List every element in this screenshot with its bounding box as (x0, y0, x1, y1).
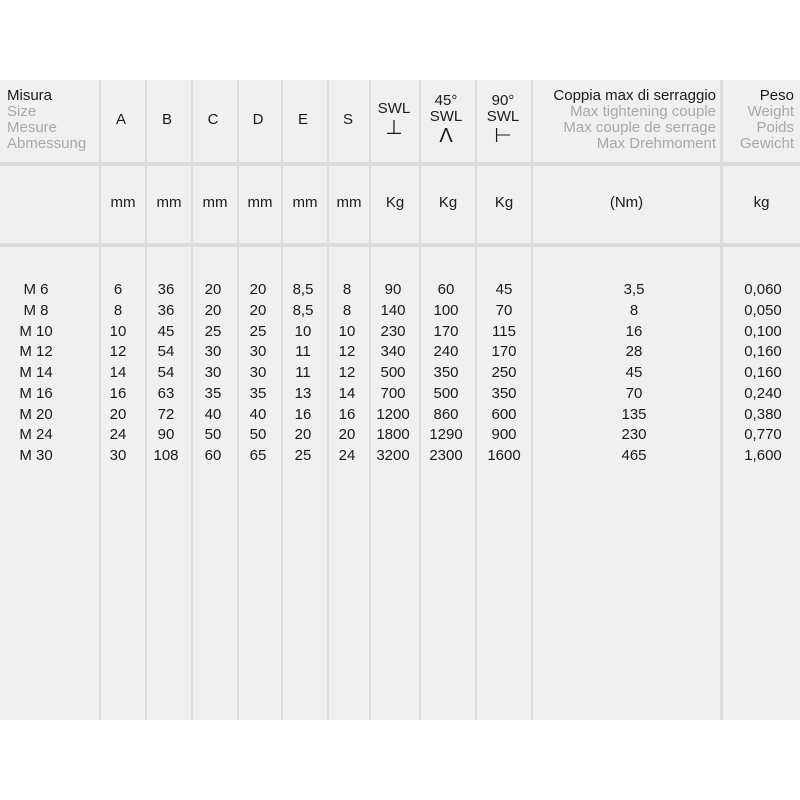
table-cell: 40 (204, 405, 222, 423)
row-size-label: M 6 (23, 281, 49, 298)
header-coppia-sub-en: Max tightening couple (570, 103, 716, 120)
unit-label: Kg (438, 194, 458, 211)
unit-label: mm (202, 194, 228, 211)
table-cell: 20 (249, 301, 267, 319)
table-cell: 8 (629, 301, 639, 319)
table-cell: 0,240 (744, 384, 782, 402)
table-cell: 30 (249, 343, 267, 361)
table-cell: 30 (249, 364, 267, 381)
spec-table (0, 80, 800, 720)
row-size-label: M 30 (19, 447, 53, 464)
table-cell: 20 (249, 281, 267, 298)
table-cell: 860 (433, 405, 459, 423)
table-cell: 100 (433, 301, 459, 319)
table-cell: 3200 (376, 447, 410, 464)
header-s (329, 80, 367, 160)
table-cell: 25 (204, 322, 222, 340)
table-cell: 20 (109, 405, 127, 423)
table-cell: 36 (157, 281, 175, 298)
table-cell: 1290 (429, 426, 463, 444)
header-swl-45 (421, 80, 471, 160)
header-misura-sub-fr: Mesure (7, 119, 58, 136)
header-swl-45-angle: 45° (434, 92, 458, 109)
table-cell: 16 (109, 384, 127, 402)
table-cell: 60 (204, 447, 222, 464)
table-cell: 16 (338, 405, 356, 423)
table-cell: 0,160 (744, 343, 782, 361)
table-cell: 0,380 (744, 405, 782, 423)
table-cell: 70 (495, 301, 513, 319)
header-b-label: B (161, 111, 172, 128)
table-cell: 500 (380, 364, 406, 381)
table-cell: 12 (338, 343, 356, 361)
header-coppia-sub-fr: Max couple de serrage (563, 119, 716, 136)
table-cell: 115 (492, 322, 516, 340)
table-cell: 700 (380, 384, 406, 402)
unit-label: mm (156, 194, 182, 211)
table-cell: 12 (338, 364, 356, 381)
table-cell: 340 (380, 343, 406, 361)
unit-label: kg (753, 194, 770, 211)
table-cell: 20 (294, 426, 312, 444)
table-cell: 28 (625, 343, 643, 361)
table-cell: 10 (109, 322, 127, 340)
table-cell: 1200 (376, 405, 410, 423)
table-cell: 20 (204, 281, 222, 298)
header-peso-sub-en: Weight (747, 103, 794, 120)
table-cell: 350 (491, 384, 517, 402)
header-swl-90-angle: 90° (491, 92, 515, 109)
row-size-label: M 12 (19, 343, 53, 361)
header-misura-sub-en: Size (7, 103, 37, 120)
table-cell: 90 (384, 281, 402, 298)
header-d (239, 80, 277, 160)
unit-label: mm (292, 194, 318, 211)
table-cell: 240 (433, 343, 459, 361)
header-coppia-main: Coppia max di serraggio (553, 87, 716, 104)
table-cell: 60 (437, 281, 455, 298)
unit-label: (Nm) (609, 194, 644, 211)
table-cell: 65 (249, 447, 267, 464)
table-cell: 8,5 (292, 281, 314, 298)
table-cell: 465 (621, 447, 647, 464)
table-cell: 0,100 (744, 322, 782, 340)
table-cell: 8 (342, 281, 352, 298)
table-cell: 8 (113, 301, 123, 319)
header-e (283, 80, 323, 160)
table-cell: 108 (153, 447, 179, 464)
table-cell: 30 (204, 343, 222, 361)
unit-label: mm (247, 194, 273, 211)
table-cell: 24 (109, 426, 127, 444)
header-swl-90 (477, 80, 529, 160)
table-cell: 900 (491, 426, 517, 444)
table-cell: 0,050 (744, 301, 782, 319)
units-separator (0, 243, 800, 247)
table-cell: 24 (338, 447, 356, 464)
header-swl-perp (371, 80, 417, 160)
row-size-label: M 8 (23, 301, 49, 319)
header-a (101, 80, 141, 160)
table-cell: 30 (109, 447, 127, 464)
table-cell: 45 (157, 322, 175, 340)
header-c-label: C (207, 111, 219, 128)
table-cell: 10 (294, 322, 312, 340)
row-size-label: M 16 (19, 384, 53, 402)
header-peso (723, 80, 800, 160)
table-cell: 135 (621, 405, 647, 423)
table-cell: 20 (204, 301, 222, 319)
table-cell: 8,5 (292, 301, 314, 319)
header-coppia-sub-de: Max Drehmoment (596, 135, 716, 152)
table-cell: 35 (249, 384, 267, 402)
table-cell: 10 (338, 322, 356, 340)
table-cell: 140 (380, 301, 406, 319)
header-peso-main: Peso (759, 87, 794, 104)
table-cell: 1800 (376, 426, 410, 444)
header-misura (0, 80, 100, 160)
table-cell: 0,060 (744, 281, 782, 298)
table-cell: 72 (157, 405, 175, 423)
row-size-label: M 10 (19, 322, 53, 340)
header-swl-45-label: SWL (429, 108, 463, 125)
header-s-label: S (342, 111, 353, 128)
table-cell: 3,5 (623, 281, 645, 298)
table-cell: 8 (342, 301, 352, 319)
header-d-label: D (252, 111, 264, 128)
table-cell: 170 (491, 343, 517, 361)
table-cell: 1,600 (744, 447, 782, 464)
table-cell: 50 (249, 426, 267, 444)
table-cell: 12 (109, 343, 127, 361)
table-cell: 13 (294, 384, 312, 402)
table-cell: 6 (113, 281, 123, 298)
table-cell: 230 (380, 322, 406, 340)
table-cell: 36 (157, 301, 175, 319)
header-a-label: A (115, 111, 126, 128)
table-cell: 25 (249, 322, 267, 340)
table-cell: 230 (621, 426, 647, 444)
table-cell: 70 (625, 384, 643, 402)
table-cell: 45 (495, 281, 513, 298)
table-cell: 63 (157, 384, 175, 402)
table-cell: 20 (338, 426, 356, 444)
angle-90-icon: ⊢ (494, 125, 512, 147)
table-cell: 0,770 (744, 426, 782, 444)
unit-label: mm (110, 194, 136, 211)
table-cell: 250 (491, 364, 517, 381)
table-cell: 30 (204, 364, 222, 381)
table-cell: 500 (433, 384, 459, 402)
table-cell: 0,160 (744, 364, 782, 381)
unit-label: mm (336, 194, 362, 211)
row-size-label: M 14 (19, 364, 53, 381)
row-size-label: M 20 (19, 405, 53, 423)
table-cell: 25 (294, 447, 312, 464)
table-cell: 11 (295, 343, 311, 361)
table-cell: 90 (157, 426, 175, 444)
header-separator (0, 162, 800, 166)
table-cell: 16 (625, 322, 643, 340)
header-peso-sub-de: Gewicht (739, 135, 794, 152)
table-cell: 40 (249, 405, 267, 423)
table-cell: 11 (295, 364, 311, 381)
header-misura-main: Misura (7, 87, 53, 104)
unit-label: Kg (385, 194, 405, 211)
header-c (193, 80, 233, 160)
table-cell: 170 (433, 322, 459, 340)
table-cell: 14 (338, 384, 356, 402)
header-swl-perp-label: SWL (377, 100, 411, 117)
table-cell: 2300 (429, 447, 463, 464)
table-cell: 50 (204, 426, 222, 444)
table-cell: 600 (491, 405, 517, 423)
row-size-label: M 24 (19, 426, 53, 444)
header-e-label: E (297, 111, 308, 128)
table-cell: 54 (157, 343, 175, 361)
table-cell: 16 (294, 405, 312, 423)
perpendicular-icon: ⊥ (385, 117, 403, 139)
table-cell: 45 (625, 364, 643, 381)
angle-45-icon: Λ (439, 125, 453, 147)
table-cell: 14 (109, 364, 127, 381)
header-coppia (533, 80, 722, 160)
table-cell: 54 (157, 364, 175, 381)
table-cell: 350 (433, 364, 459, 381)
unit-label: Kg (494, 194, 514, 211)
header-misura-sub-de: Abmessung (7, 135, 87, 152)
table-cell: 1600 (487, 447, 521, 464)
header-swl-90-label: SWL (486, 108, 520, 125)
header-b (147, 80, 187, 160)
table-cell: 35 (204, 384, 222, 402)
header-peso-sub-fr: Poids (756, 119, 794, 136)
